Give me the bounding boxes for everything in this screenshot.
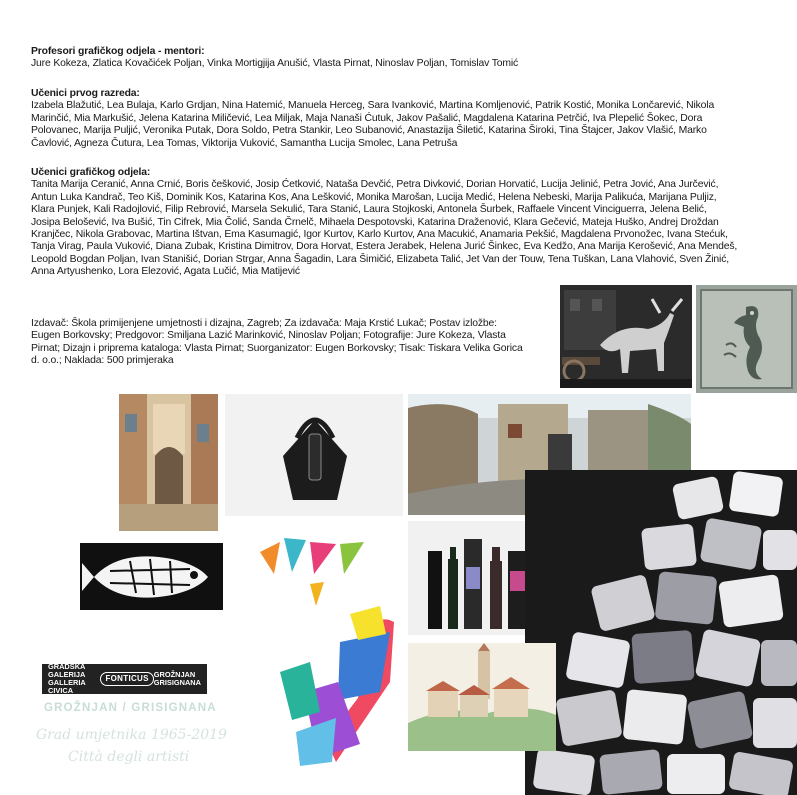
first-grade-line: Marinčić, Mia Markušić, Jelena Katarina Miličević, Lea Miljak, Maja Nanaši Ćutuk, Jakov Pašalić, Magdalena Katarina Petrčić, Iva Plepelić Šokec, Dora (31, 112, 703, 124)
town-name: GROŽNJAN / GRISIGNANA (44, 702, 217, 714)
graphic-students-line: Kranjčec, Nikola Grabovac, Martina Ištvan, Ema Kasumagić, Igor Kurtov, Karlo Kurtov, Ana Macukić, Anamaria Pekšić, Magdalena Prvonožec, Ivana Stećuk, (31, 229, 728, 241)
graphic-students-section (31, 167, 771, 279)
seahorse-etching (696, 285, 797, 393)
motto-line: Grad umjetnika 1965-2019 (36, 727, 227, 743)
credits-line: Eugen Borkovsky; Predgovor: Smiljana Lazić Marinković, Ninoslav Poljan; Fotografije: Jure Kokeza, Vlasta (31, 330, 506, 342)
graphic-students-line: Anna Artyushenko, Lora Elezović, Agata Lučić, Mia Matijević (31, 266, 300, 278)
logo-center-mark: FONTICUS (100, 672, 153, 686)
first-grade-heading: Učenici prvog razreda: (31, 88, 140, 99)
mentors-section (31, 46, 771, 71)
logo-left-text: GRADSKA GALERIJA GALLERIA CIVICA (48, 662, 86, 695)
graphic-students-line: Josipa Belošević, Iva Bušić, Tin Cifrek, Mia Čolić, Sanda Črnelč, Mihaela Despotovski, Katarina Draženović, Klara Gečević, Mateja Huško, Andrej Droždan (31, 216, 719, 228)
motto-line: Città degli artisti (68, 749, 190, 765)
graphic-students-line: Antun Luka Kandrač, Teo Kiš, Dominik Kos, Katarina Kos, Ana Lešković, Monika Marošan, Lucija Medić, Helena Nebeski, Marija Palikuća, Marijana Puljiz, (31, 191, 717, 203)
first-grade-line: Čavlović, Agneza Čutura, Lea Tomas, Viktorija Vuković, Samantha Lucija Smolec, Lana Petruša (31, 137, 458, 149)
credits-line: d. o.o.; Naklada: 500 primjeraka (31, 355, 174, 367)
first-grade-line: Polovanec, Marija Puljić, Veronika Putak, Dora Soldo, Petra Stankir, Leo Subanović, Anastazija Šiletić, Katarina Široki, Tina Štajcer, Jakov Vlašić, Marko (31, 125, 707, 137)
bag-product-photo (225, 394, 403, 516)
mentors-names: Jure Kokeza, Zlatica Kovačićek Poljan, Vinka Mortigjija Anušić, Vlasta Pirnat, Ninoslav Poljan, Tomislav Tomić (31, 58, 519, 70)
graphic-students-line: Leopold Bogdan Poljan, Ivan Stanišić, Dorian Strgar, Anna Šagadin, Lara Šimičić, Elizabeta Talić, Jet Van der Touw, Tena Tuškan, Lana Vlahović, Sven Žinić, (31, 253, 729, 265)
logo-right-text: GROŽNJAN GRISIGNANA (153, 670, 201, 687)
gallery-logo (42, 664, 207, 694)
credits-line: Izdavač: Škola primijenjene umjetnosti i dizajna, Zagreb; Za izdavača: Maja Krstić Lukač; Postav izložbe: (31, 318, 497, 329)
graphic-students-heading: Učenici grafičkog odjela: (31, 167, 151, 178)
mentors-heading: Profesori grafičkog odjela - mentori: (31, 46, 205, 57)
alley-painting (119, 394, 218, 531)
graphic-students-line: Tanita Marija Ceranić, Anna Crnić, Boris češković, Josip Ćetković, Nataša Devčić, Petra Divković, Dorian Horvatić, Lucija Jelinić, Petra Jović, Ana Jurčević, (31, 179, 719, 191)
tiles-collage (525, 470, 797, 795)
credits-section (31, 318, 561, 368)
graphic-students-line: Klara Punjek, Kali Radojlović, Filip Rebrović, Marsela Sekulić, Tara Stanić, Laura Stojkoski, Antonela Šurbek, Raffaele Vincent Vinciguerra, Jelena Belić, (31, 204, 707, 216)
jazz-poster (240, 522, 400, 772)
first-grade-section (31, 88, 771, 150)
motto (36, 724, 236, 768)
town-watercolor (408, 643, 556, 751)
first-grade-line: Izabela Blažutić, Lea Bulaja, Karlo Grdjan, Nina Hatemić, Manuela Herceg, Sara Ivanković, Martina Komljenović, Patrik Kostić, Monika Lončarević, Nikola (31, 100, 715, 112)
graphic-students-line: Tanja Virag, Paula Vuković, Diana Zubak, Kristina Dimitrov, Dora Horvat, Estera Jerabek, Helena Jurić Šinkec, Eva Kedžo, Ana Marija Kerošević, Ana Mendeš, (31, 241, 738, 253)
bull-cart-artwork (560, 285, 692, 388)
credits-line: Pirnat; Dizajn i priprema kataloga: Vlasta Pirnat; Suorganizator: Eugen Borkovsky; Tisak: Tiskara Velika Gorica (31, 342, 523, 354)
fish-linocut (80, 543, 223, 610)
